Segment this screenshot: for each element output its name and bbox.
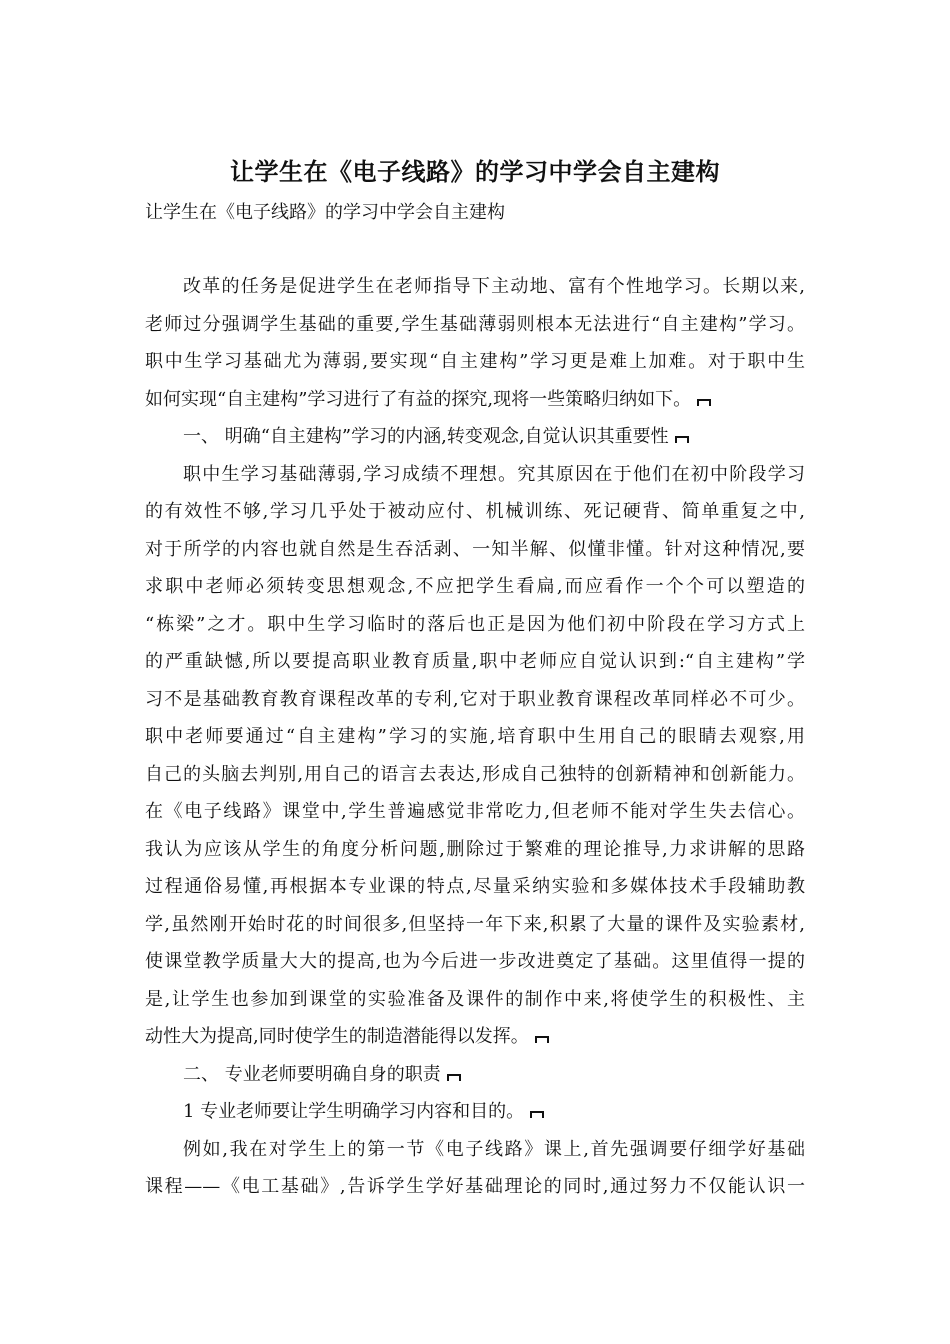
body-line [145,1131,805,1169]
document-subtitle: 让学生在《电子线路》的学习中学会自主建构 [145,202,505,223]
body-line-text: 过程通俗易懂,再根据本专业课的特点,尽量采纳实验和多媒体技术手段辅助教 [145,876,805,897]
body-line-text: 课程——《电工基础》,告诉学生学好基础理论的同时,通过努力不仅能认识一 [145,1176,805,1197]
body-line-text: 使课堂教学质量大大的提高,也为今后进一步改进奠定了基础。这里值得一提的 [145,951,805,972]
body-line [145,793,805,831]
body-line [145,981,805,1019]
body-line-text: 职中生学习基础尤为薄弱,要实现“自主建构”学习更是难上加难。对于职中生 [145,351,805,372]
body-line-text: 我认为应该从学生的角度分析问题,删除过于繁难的理论推导,力求讲解的思路 [145,838,805,860]
body-line [145,568,805,606]
body-line-text: 的有效性不够,学习几乎处于被动应付、机械训练、死记硬背、简单重复之中, [145,501,805,522]
body-line-text: 二、 专业老师要明确自身的职责 [183,1063,441,1085]
body-line [145,1056,805,1094]
body-line-text: 学,虽然刚开始时花的时间很多,但坚持一年下来,积累了大量的课件及实验素材, [145,913,805,935]
body-line [145,1093,805,1131]
body-line-text: 自己的头脑去判别,用自己的语言去表达,形成自己独特的创新精神和创新能力。 [145,763,805,785]
body-line [145,1168,805,1206]
body-line [145,906,805,944]
body-line-text: 习不是基础教育教育课程改革的专利,它对于职业教育课程改革同样必不可少。 [145,688,805,710]
body-line [145,306,805,344]
body-line-text: 一、 明确“自主建构”学习的内涵,转变观念,自觉认识其重要性 [183,426,669,447]
body-line-text: 在《电子线路》课堂中,学生普遍感觉非常吃力,但老师不能对学生失去信心。 [145,801,805,822]
body-line [145,381,805,419]
body-line [145,493,805,531]
body-line [145,831,805,869]
body-line-text: 职中老师要通过“自主建构”学习的实施,培育职中生用自己的眼睛去观察,用 [145,726,805,747]
paragraph-mark-icon [535,1036,549,1043]
paragraph-mark-icon [697,399,711,406]
body-line [145,343,805,381]
paragraph-mark-icon [447,1074,461,1081]
body-line [145,456,805,494]
body-line-text: 例如,我在对学生上的第一节《电子线路》课上,首先强调要仔细学好基础 [183,1138,805,1160]
document-body [145,268,805,1206]
body-line-text: 动性大为提高,同时使学生的制造潜能得以发挥。 [145,1026,529,1047]
body-line [145,1018,805,1056]
body-line-text: 的严重缺憾,所以要提高职业教育质量,职中老师应自觉认识到:“自主建构”学 [145,651,805,672]
body-line-text: 职中生学习基础薄弱,学习成绩不理想。究其原因在于他们在初中阶段学习 [183,463,805,485]
body-line-text: “栋梁”之才。职中生学习临时的落后也正是因为他们初中阶段在学习方式上 [145,613,805,635]
body-line [145,643,805,681]
body-line [145,943,805,981]
document-title: 让学生在《电子线路》的学习中学会自主建构 [230,158,720,186]
body-line [145,606,805,644]
body-line-text: 如何实现“自主建构”学习进行了有益的探究,现将一些策略归纳如下。 [145,388,692,410]
body-line-text: 是,让学生也参加到课堂的实验准备及课件的制作中来,将使学生的积极性、主 [145,988,805,1010]
body-line [145,531,805,569]
body-line-text: 老师过分强调学生基础的重要,学生基础薄弱则根本无法进行“自主建构”学习。 [145,313,805,335]
body-line-text: 求职中老师必须转变思想观念,不应把学生看扁,而应看作一个个可以塑造的 [145,576,805,597]
paragraph-mark-icon [675,436,689,443]
body-line-text: 1 专业老师要让学生明确学习内容和目的。 [183,1101,525,1122]
body-line-text: 对于所学的内容也就自然是生吞活剥、一知半解、似懂非懂。针对这种情况,要 [145,538,805,560]
body-line-text: 改革的任务是促进学生在老师指导下主动地、富有个性地学习。长期以来, [183,276,805,297]
body-line [145,718,805,756]
body-line [145,268,805,306]
body-line [145,756,805,794]
body-line [145,418,805,456]
paragraph-mark-icon [530,1111,544,1118]
body-line [145,868,805,906]
body-line [145,681,805,719]
